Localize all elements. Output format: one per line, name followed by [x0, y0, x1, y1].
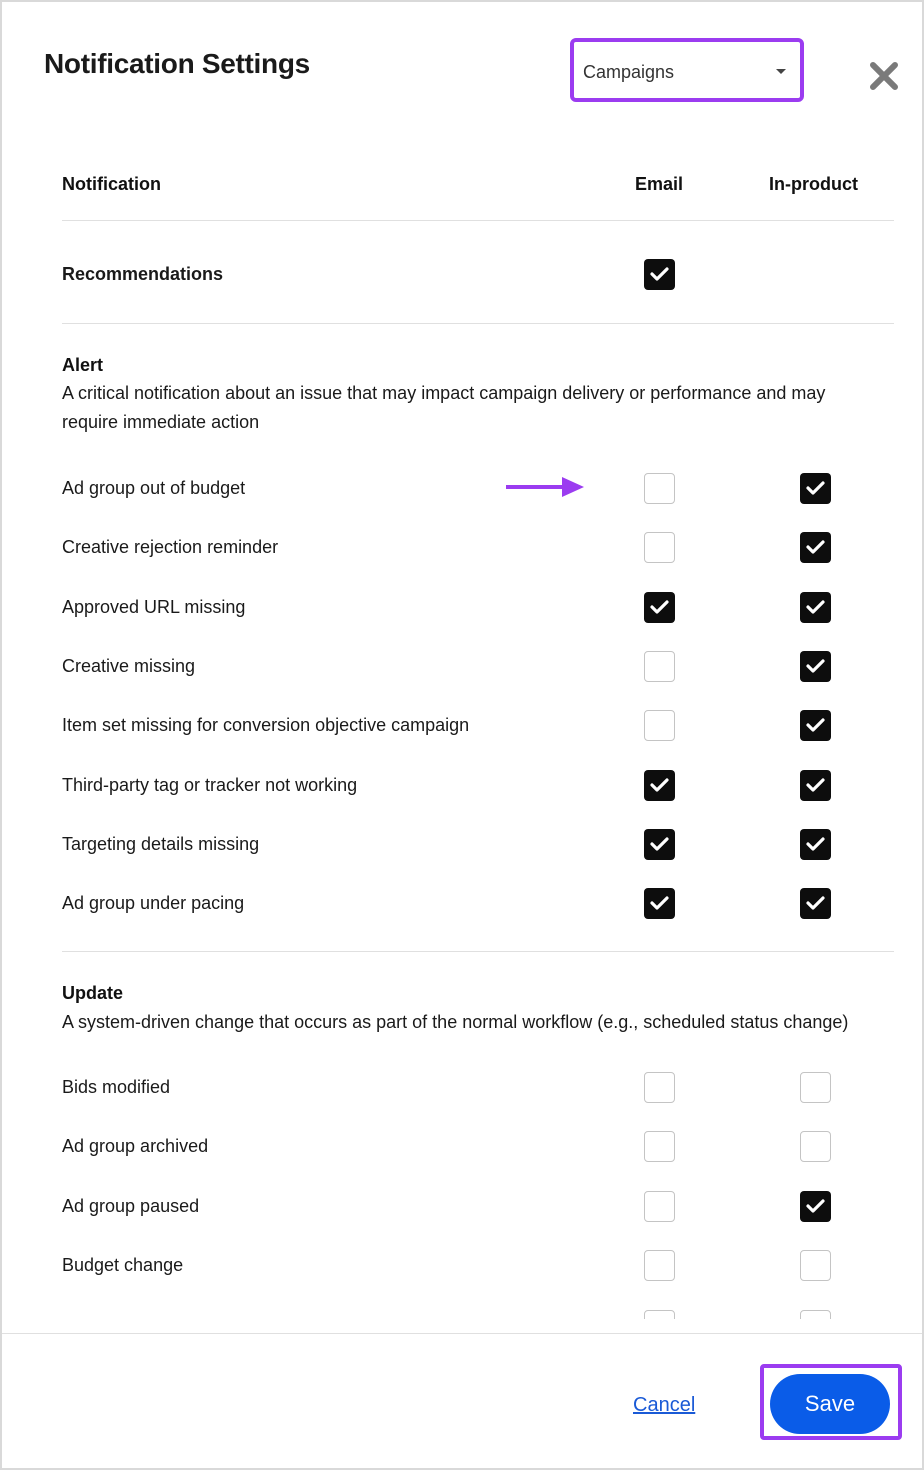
column-header-email: Email [635, 174, 684, 194]
alert-row-label: Ad group under pacing [62, 893, 245, 914]
recommendations-email-checkbox[interactable] [644, 259, 675, 290]
alert-email-checkbox[interactable] [644, 710, 675, 741]
update-email-checkbox[interactable] [644, 1250, 675, 1281]
column-header-notification: Notification [62, 174, 161, 194]
update-email-checkbox[interactable] [644, 1191, 675, 1222]
alert-email-checkbox[interactable] [644, 592, 675, 623]
update-in-product-checkbox[interactable] [800, 1250, 831, 1281]
update-section-description: A system-driven change that occurs as part of the normal workflow (e.g., scheduled status change) [62, 1012, 849, 1032]
partial-email-checkbox[interactable] [644, 1310, 675, 1319]
alert-section-description: A critical notification about an issue that may impact campaign delivery or performance and may require immediate action [62, 383, 826, 432]
update-email-checkbox[interactable] [644, 1072, 675, 1103]
category-dropdown[interactable] [574, 42, 800, 98]
divider [62, 220, 894, 221]
update-row-label: Ad group paused [62, 1195, 200, 1216]
save-button[interactable]: Save [770, 1374, 890, 1434]
alert-email-checkbox[interactable] [644, 829, 675, 860]
update-in-product-checkbox[interactable] [800, 1131, 831, 1162]
alert-email-checkbox[interactable] [644, 651, 675, 682]
arrow-annotation-icon [506, 476, 584, 498]
close-icon[interactable] [868, 60, 900, 92]
update-row-label: Ad group archived [62, 1136, 209, 1157]
alert-row-label: Item set missing for conversion objective campaign [62, 715, 470, 736]
update-in-product-checkbox[interactable] [800, 1072, 831, 1103]
alert-in-product-checkbox[interactable] [800, 651, 831, 682]
column-header-in-product: In-product [769, 174, 858, 194]
alert-email-checkbox[interactable] [644, 888, 675, 919]
divider [62, 323, 894, 324]
alert-row-label: Targeting details missing [62, 833, 260, 854]
alert-row-label: Creative rejection reminder [62, 537, 279, 558]
alert-section-title: Alert [62, 355, 104, 375]
alert-in-product-checkbox[interactable] [800, 592, 831, 623]
alert-in-product-checkbox[interactable] [800, 473, 831, 504]
update-email-checkbox[interactable] [644, 1131, 675, 1162]
alert-email-checkbox[interactable] [644, 532, 675, 563]
chevron-down-icon [776, 69, 786, 74]
cut-off-row [2, 1302, 922, 1319]
update-row-label: Budget change [62, 1254, 184, 1275]
alert-row-label: Third-party tag or tracker not working [62, 774, 358, 795]
alert-row-label: Approved URL missing [62, 596, 246, 617]
alert-in-product-checkbox[interactable] [800, 829, 831, 860]
cancel-button[interactable]: Cancel [633, 1394, 696, 1416]
partial-in-product-checkbox[interactable] [800, 1310, 831, 1319]
category-dropdown-value: Campaigns [583, 62, 675, 82]
alert-in-product-checkbox[interactable] [800, 710, 831, 741]
alert-in-product-checkbox[interactable] [800, 888, 831, 919]
alert-email-checkbox[interactable] [644, 473, 675, 504]
alert-in-product-checkbox[interactable] [800, 770, 831, 801]
update-in-product-checkbox[interactable] [800, 1191, 831, 1222]
alert-row-label: Creative missing [62, 655, 196, 676]
alert-row-label: Ad group out of budget [62, 478, 246, 498]
divider [62, 951, 894, 952]
recommendations-label: Recommendations [62, 264, 224, 284]
update-row-label: Bids modified [62, 1077, 171, 1097]
update-section-title: Update [62, 983, 124, 1003]
alert-in-product-checkbox[interactable] [800, 532, 831, 563]
alert-email-checkbox[interactable] [644, 770, 675, 801]
page-title: Notification Settings [44, 48, 310, 79]
